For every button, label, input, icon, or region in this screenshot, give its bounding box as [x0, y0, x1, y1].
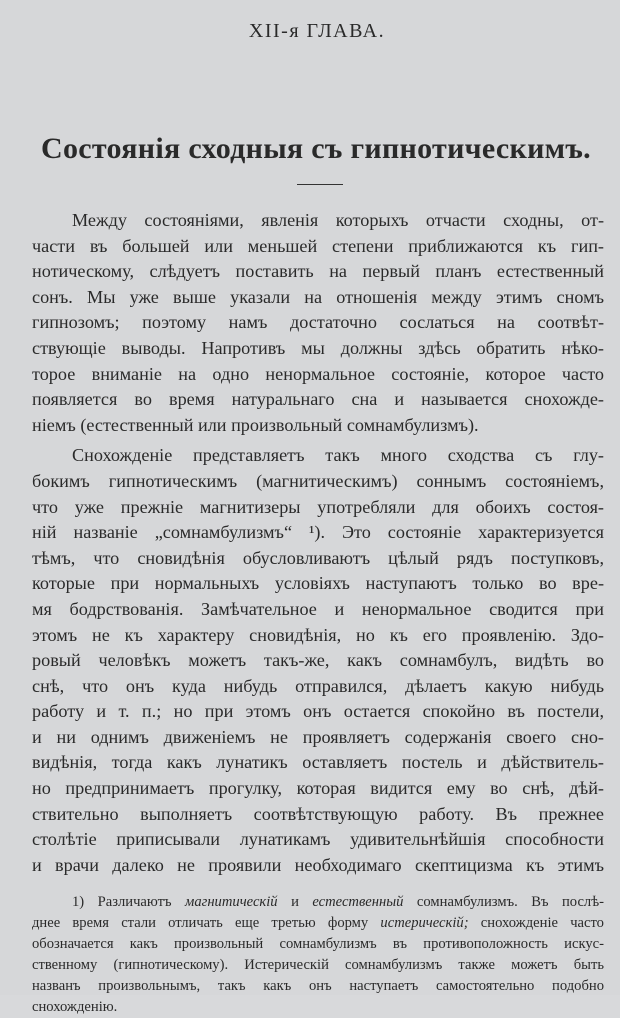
footnote-text: днее время стали отличать еще третью форму	[32, 915, 369, 932]
text-line: и врачи далеко не проявили необходимаго скептицизма къ этимъ	[32, 854, 604, 875]
footnote-line: названъ произвольнымъ, такъ какъ онъ наступаетъ самостоятельно подобно	[32, 978, 604, 995]
text-line: этомъ не къ характеру сновидѣнія, но къ его проявленію. Здо-	[32, 624, 604, 645]
footnote-text: сомнамбулизмъ. Въ послѣ-	[416, 894, 604, 911]
footnote-text: Различаютъ	[97, 894, 172, 911]
text-line: ствительно выполняетъ соотвѣтствующую работу. Въ прежнее	[32, 803, 604, 824]
main-text	[12, 208, 612, 878]
text-line: Между состояніями, явленія которыхъ отчасти сходны, от-	[72, 210, 604, 230]
text-line: ній названіе „сомнамбулизмъ“ ¹). Это состояніе характеризуется	[32, 522, 604, 543]
section-title: Состоянія сходныя съ гипнотическимъ.	[41, 132, 591, 165]
footnote-line	[32, 892, 604, 913]
text-line: мя бодрствованія. Замѣчательное и ненормальное сводится при	[32, 598, 604, 619]
footnote-italic: естественный	[312, 894, 404, 911]
text-line: нотическому, слѣдуетъ поставить на первый планъ естественный	[32, 261, 604, 282]
footnote-line: ственному (гипнотическому). Истерическій сомнамбулизмъ также можетъ быть	[32, 957, 604, 974]
text-line: сонъ. Мы уже выше указали на отношенія между этимъ сномъ	[32, 286, 604, 307]
footnote-line: обозначается какъ произвольный сомнамбулизмъ въ противоположность искус-	[32, 936, 604, 953]
text-line: и ни однимъ движеніемъ не проявляетъ содержанія своего сно-	[32, 726, 604, 747]
text-line: ровый человѣкъ можетъ такъ-же, какъ сомнамбулъ, видѣть во	[32, 650, 604, 671]
footnote-line	[32, 913, 604, 934]
chapter-heading: XII-я ГЛАВА.	[248, 20, 386, 42]
text-line: Снохожденіе представляетъ такъ много сходства съ глу-	[72, 445, 604, 466]
paragraph-2	[32, 443, 604, 878]
footnote-marker: 1)	[72, 894, 85, 911]
text-line: что уже прежніе магнитизеры употребляли для обоихъ состоя-	[32, 496, 604, 517]
text-line: видѣнія, тогда какъ лунатикъ оставляетъ постель и дѣйствитель-	[32, 752, 604, 773]
text-line: которые при нормальныхъ условіяхъ наступаютъ только во вре-	[32, 573, 604, 594]
footnote-line: снохожденію.	[32, 999, 118, 1016]
footnote	[12, 892, 612, 1018]
footnote-text: и	[291, 894, 299, 911]
title-divider	[297, 184, 343, 185]
text-line: снѣ, что онъ куда нибудь отправился, дѣлаетъ какую нибудь	[32, 675, 604, 696]
paragraph-1	[32, 208, 604, 438]
text-line: появляется во время натуральнаго сна и называется снохожде-	[32, 389, 604, 410]
text-line: ніемъ (естественный или произвольный сомнамбулизмъ).	[32, 414, 479, 435]
text-line: ствующіе выводы. Напротивъ мы должны здѣсь обратить нѣко-	[32, 337, 604, 358]
text-line: но предпринимаетъ прогулку, которая видится ему во снѣ, дѣй-	[32, 778, 604, 799]
footnote-text: снохожденіе часто	[480, 915, 604, 932]
text-line: тѣмъ, что сновидѣнія обусловливаютъ цѣлый рядъ поступковъ,	[32, 547, 604, 568]
text-line: столѣтіе приписывали лунатикамъ удивительнѣйшія способности	[32, 829, 604, 850]
footnote-italic: истерическій;	[380, 915, 469, 932]
text-line: бокимъ гипнотическимъ (магнитическимъ) соннымъ состояніемъ,	[32, 470, 604, 491]
text-line: гипнозомъ; поэтому намъ достаточно сослаться на соотвѣт-	[32, 312, 604, 333]
text-line: работу и т. п.; но при этомъ онъ остается спокойно въ постели,	[32, 701, 604, 722]
text-line: части въ большей или меньшей степени приближаются къ гип-	[32, 235, 604, 256]
text-line: торое вниманіе на одно ненормальное состояніе, которое часто	[32, 363, 604, 384]
footnote-italic: магнитическій	[185, 894, 278, 911]
